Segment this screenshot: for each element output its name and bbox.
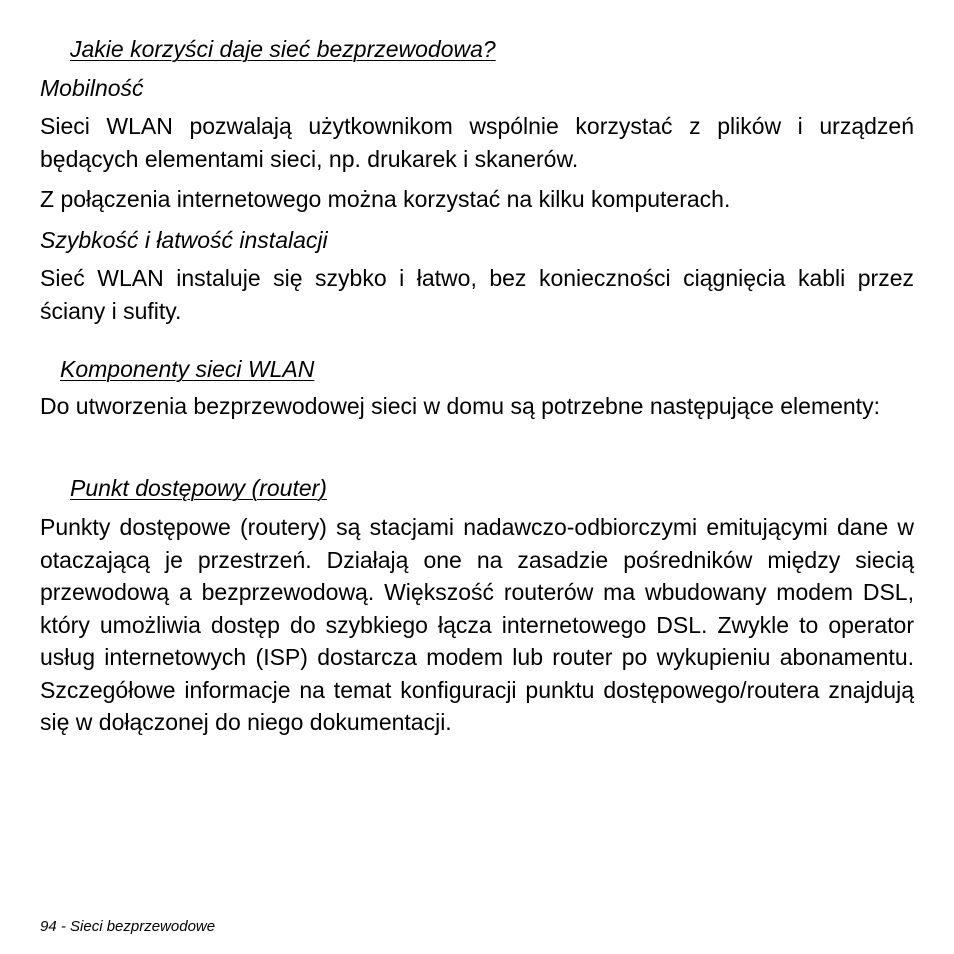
benefits-heading: Jakie korzyści daje sieć bezprzewodowa?	[70, 36, 496, 62]
router-heading: Punkt dostępowy (router)	[70, 475, 327, 501]
mobility-paragraph-2: Z połączenia internetowego można korzystać na kilku komputerach.	[40, 186, 731, 212]
installation-paragraph: Sieć WLAN instaluje się szybko i łatwo, bez konieczności ciągnięcia kabli przez ściany i sufity.	[40, 265, 914, 324]
installation-subheading: Szybkość i łatwość instalacji	[40, 227, 328, 253]
components-heading: Komponenty sieci WLAN	[60, 356, 315, 382]
page-footer: 94 - Sieci bezprzewodowe	[40, 918, 216, 935]
components-paragraph: Do utworzenia bezprzewodowej sieci w domu są potrzebne następujące elementy:	[40, 393, 880, 419]
document-page	[40, 0, 914, 954]
mobility-paragraph-1: Sieci WLAN pozwalają użytkownikom wspólnie korzystać z plików i urządzeń będących elementami sieci, np. drukarek i skanerów.	[40, 113, 914, 172]
mobility-subheading: Mobilność	[40, 75, 144, 101]
router-paragraph: Punkty dostępowe (routery) są stacjami nadawczo-odbiorczymi emitującymi dane w otaczającą je przestrzeń. Działają one na zasadzie pośredników między siecią przewodową a bezprzewodową. Większość routerów ma wbudowany modem DSL, który umożliwia dostęp do szybkiego łącza internetowego DSL. Zwykle to operator usług internetowych (ISP) dostarcza modem lub router po wykupieniu abonamentu. Szczegółowe informacje na temat konfiguracji punktu dostępowego/routera znajdują się w dołączonej do niego dokumentacji.	[40, 514, 914, 735]
